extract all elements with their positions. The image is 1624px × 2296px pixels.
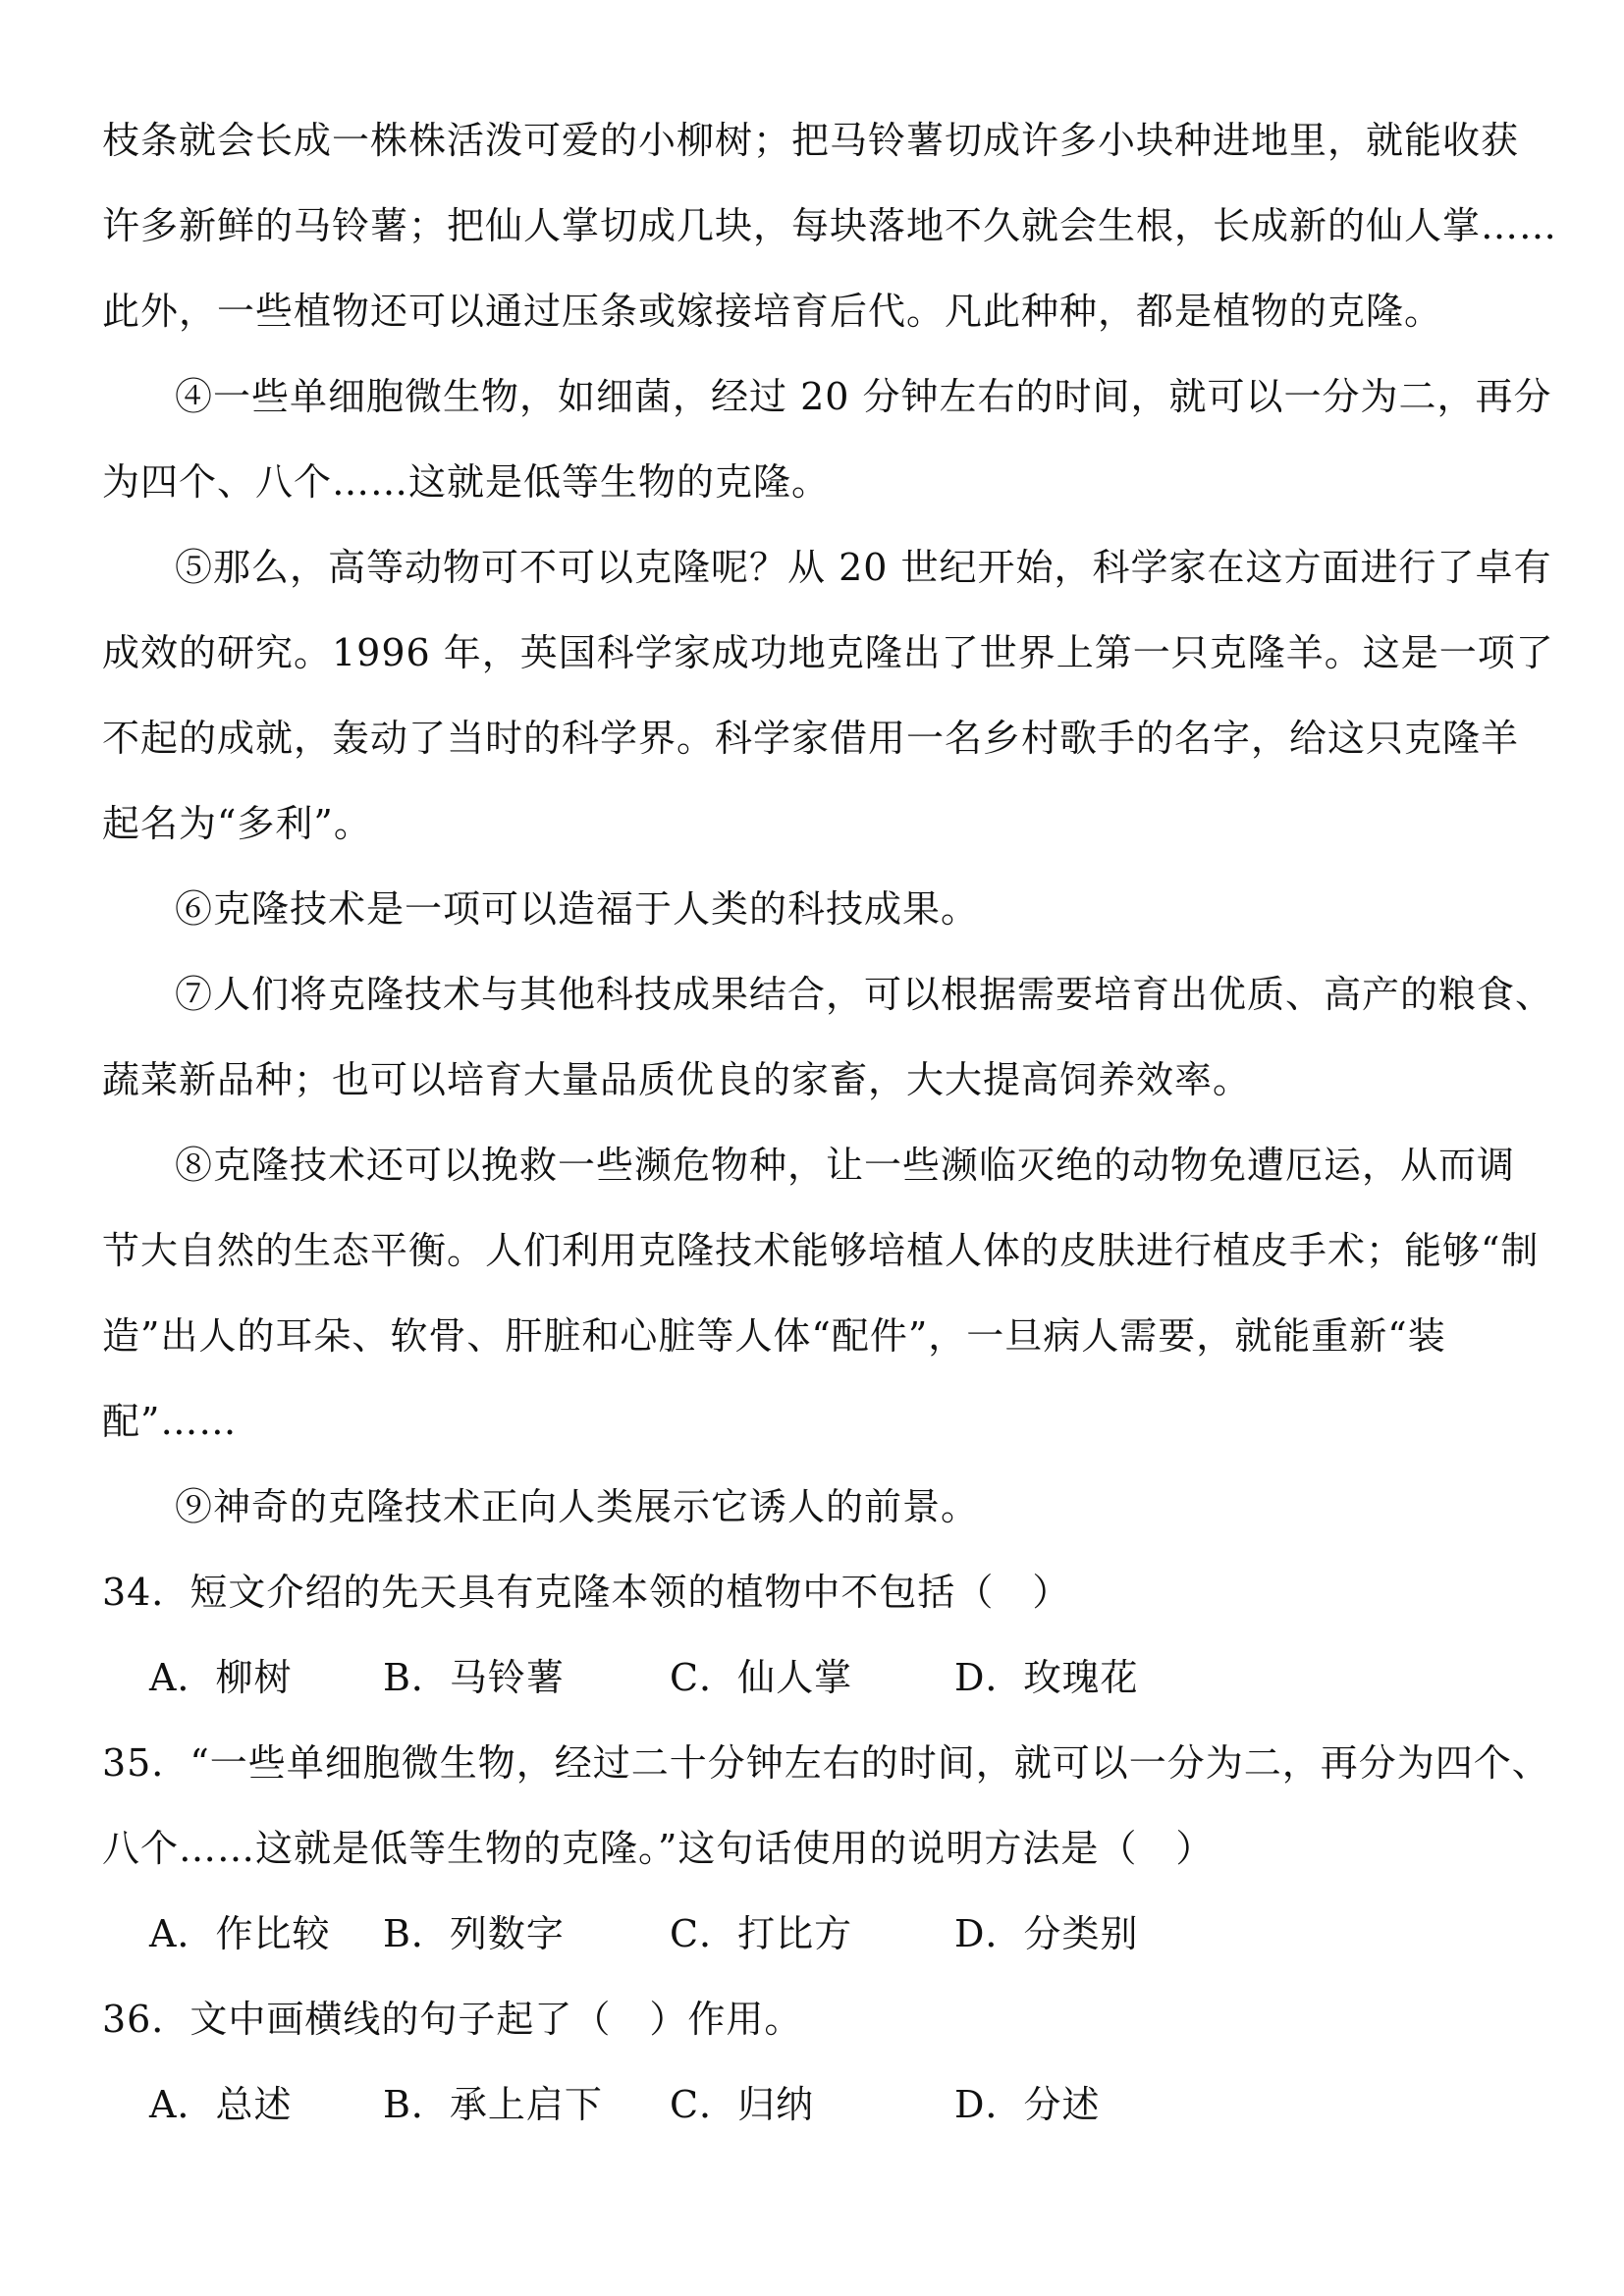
passage-line: 起名为“多利”。 (102, 802, 372, 845)
question-34-option-a[interactable]: A．柳树 (149, 1656, 293, 1699)
passage-line: 节大自然的生态平衡。人们利用克隆技术能够培植人体的皮肤进行植皮手术；能够“制 (102, 1229, 1540, 1272)
passage-line: 为四个、八个……这就是低等生物的克隆。 (102, 460, 831, 504)
paragraph-6-line: ⑥克隆技术是一项可以造福于人类的科技成果。 (175, 887, 980, 931)
question-36-option-a[interactable]: A．总述 (149, 2083, 293, 2126)
question-34-option-b[interactable]: B．马铃薯 (383, 1656, 565, 1699)
passage-line: 成效的研究。1996 年，英国科学家成功地克隆出了世界上第一只克隆羊。这是一项了 (102, 631, 1554, 674)
question-34-option-d[interactable]: D．玫瑰花 (954, 1656, 1139, 1699)
passage-line: 此外，一些植物还可以通过压条或嫁接培育后代。凡此种种，都是植物的克隆。 (102, 290, 1443, 333)
question-36-option-b[interactable]: B．承上启下 (383, 2083, 603, 2126)
passage-line: 枝条就会长成一株株活泼可爱的小柳树；把马铃薯切成许多小块种进地里，就能收获 (102, 119, 1520, 162)
paragraph-7-line: ⑦人们将克隆技术与其他科技成果结合，可以根据需要培育出优质、高产的粮食、 (175, 973, 1554, 1016)
question-35-stem: 35．“一些单细胞微生物，经过二十分钟左右的时间，就可以一分为二，再分为四个、 (102, 1741, 1550, 1785)
paragraph-8-line: ⑧克隆技术还可以挽救一些濒危物种，让一些濒临灭绝的动物免遭厄运，从而调 (175, 1144, 1516, 1187)
question-36-option-d[interactable]: D．分述 (954, 2083, 1101, 2126)
paragraph-5-line: ⑤那么，高等动物可不可以克隆呢？从 20 世纪开始，科学家在这方面进行了卓有 (175, 546, 1552, 589)
paragraph-4-line: ④一些单细胞微生物，如细菌，经过 20 分钟左右的时间，就可以一分为二，再分 (175, 375, 1552, 418)
question-36-option-c[interactable]: C．归纳 (670, 2083, 815, 2126)
passage-line: 许多新鲜的马铃薯；把仙人掌切成几块，每块落地不久就会生根，长成新的仙人掌…… (102, 204, 1558, 247)
question-35-option-b[interactable]: B．列数字 (383, 1912, 565, 1955)
passage-line: 配”…… (102, 1400, 238, 1443)
question-35-option-c[interactable]: C．打比方 (670, 1912, 853, 1955)
question-34-stem: 34．短文介绍的先天具有克隆本领的植物中不包括（ ） (102, 1571, 1071, 1614)
passage-line: 不起的成就，轰动了当时的科学界。科学家借用一名乡村歌手的名字，给这只克隆羊 (102, 717, 1520, 760)
passage-line: 蔬菜新品种；也可以培育大量品质优良的家畜，大大提高饲养效率。 (102, 1058, 1252, 1101)
question-35-option-a[interactable]: A．作比较 (149, 1912, 331, 1955)
question-36-stem: 36．文中画横线的句子起了（ ）作用。 (102, 1998, 803, 2041)
paragraph-9-line: ⑨神奇的克隆技术正向人类展示它诱人的前景。 (175, 1485, 980, 1528)
question-35-stem: 八个……这就是低等生物的克隆。”这句话使用的说明方法是（ ） (102, 1827, 1215, 1870)
passage-line: 造”出人的耳朵、软骨、肝脏和心脏等人体“配件”，一旦病人需要，就能重新“装 (102, 1314, 1446, 1358)
question-34-option-c[interactable]: C．仙人掌 (670, 1656, 853, 1699)
question-35-option-d[interactable]: D．分类别 (954, 1912, 1139, 1955)
